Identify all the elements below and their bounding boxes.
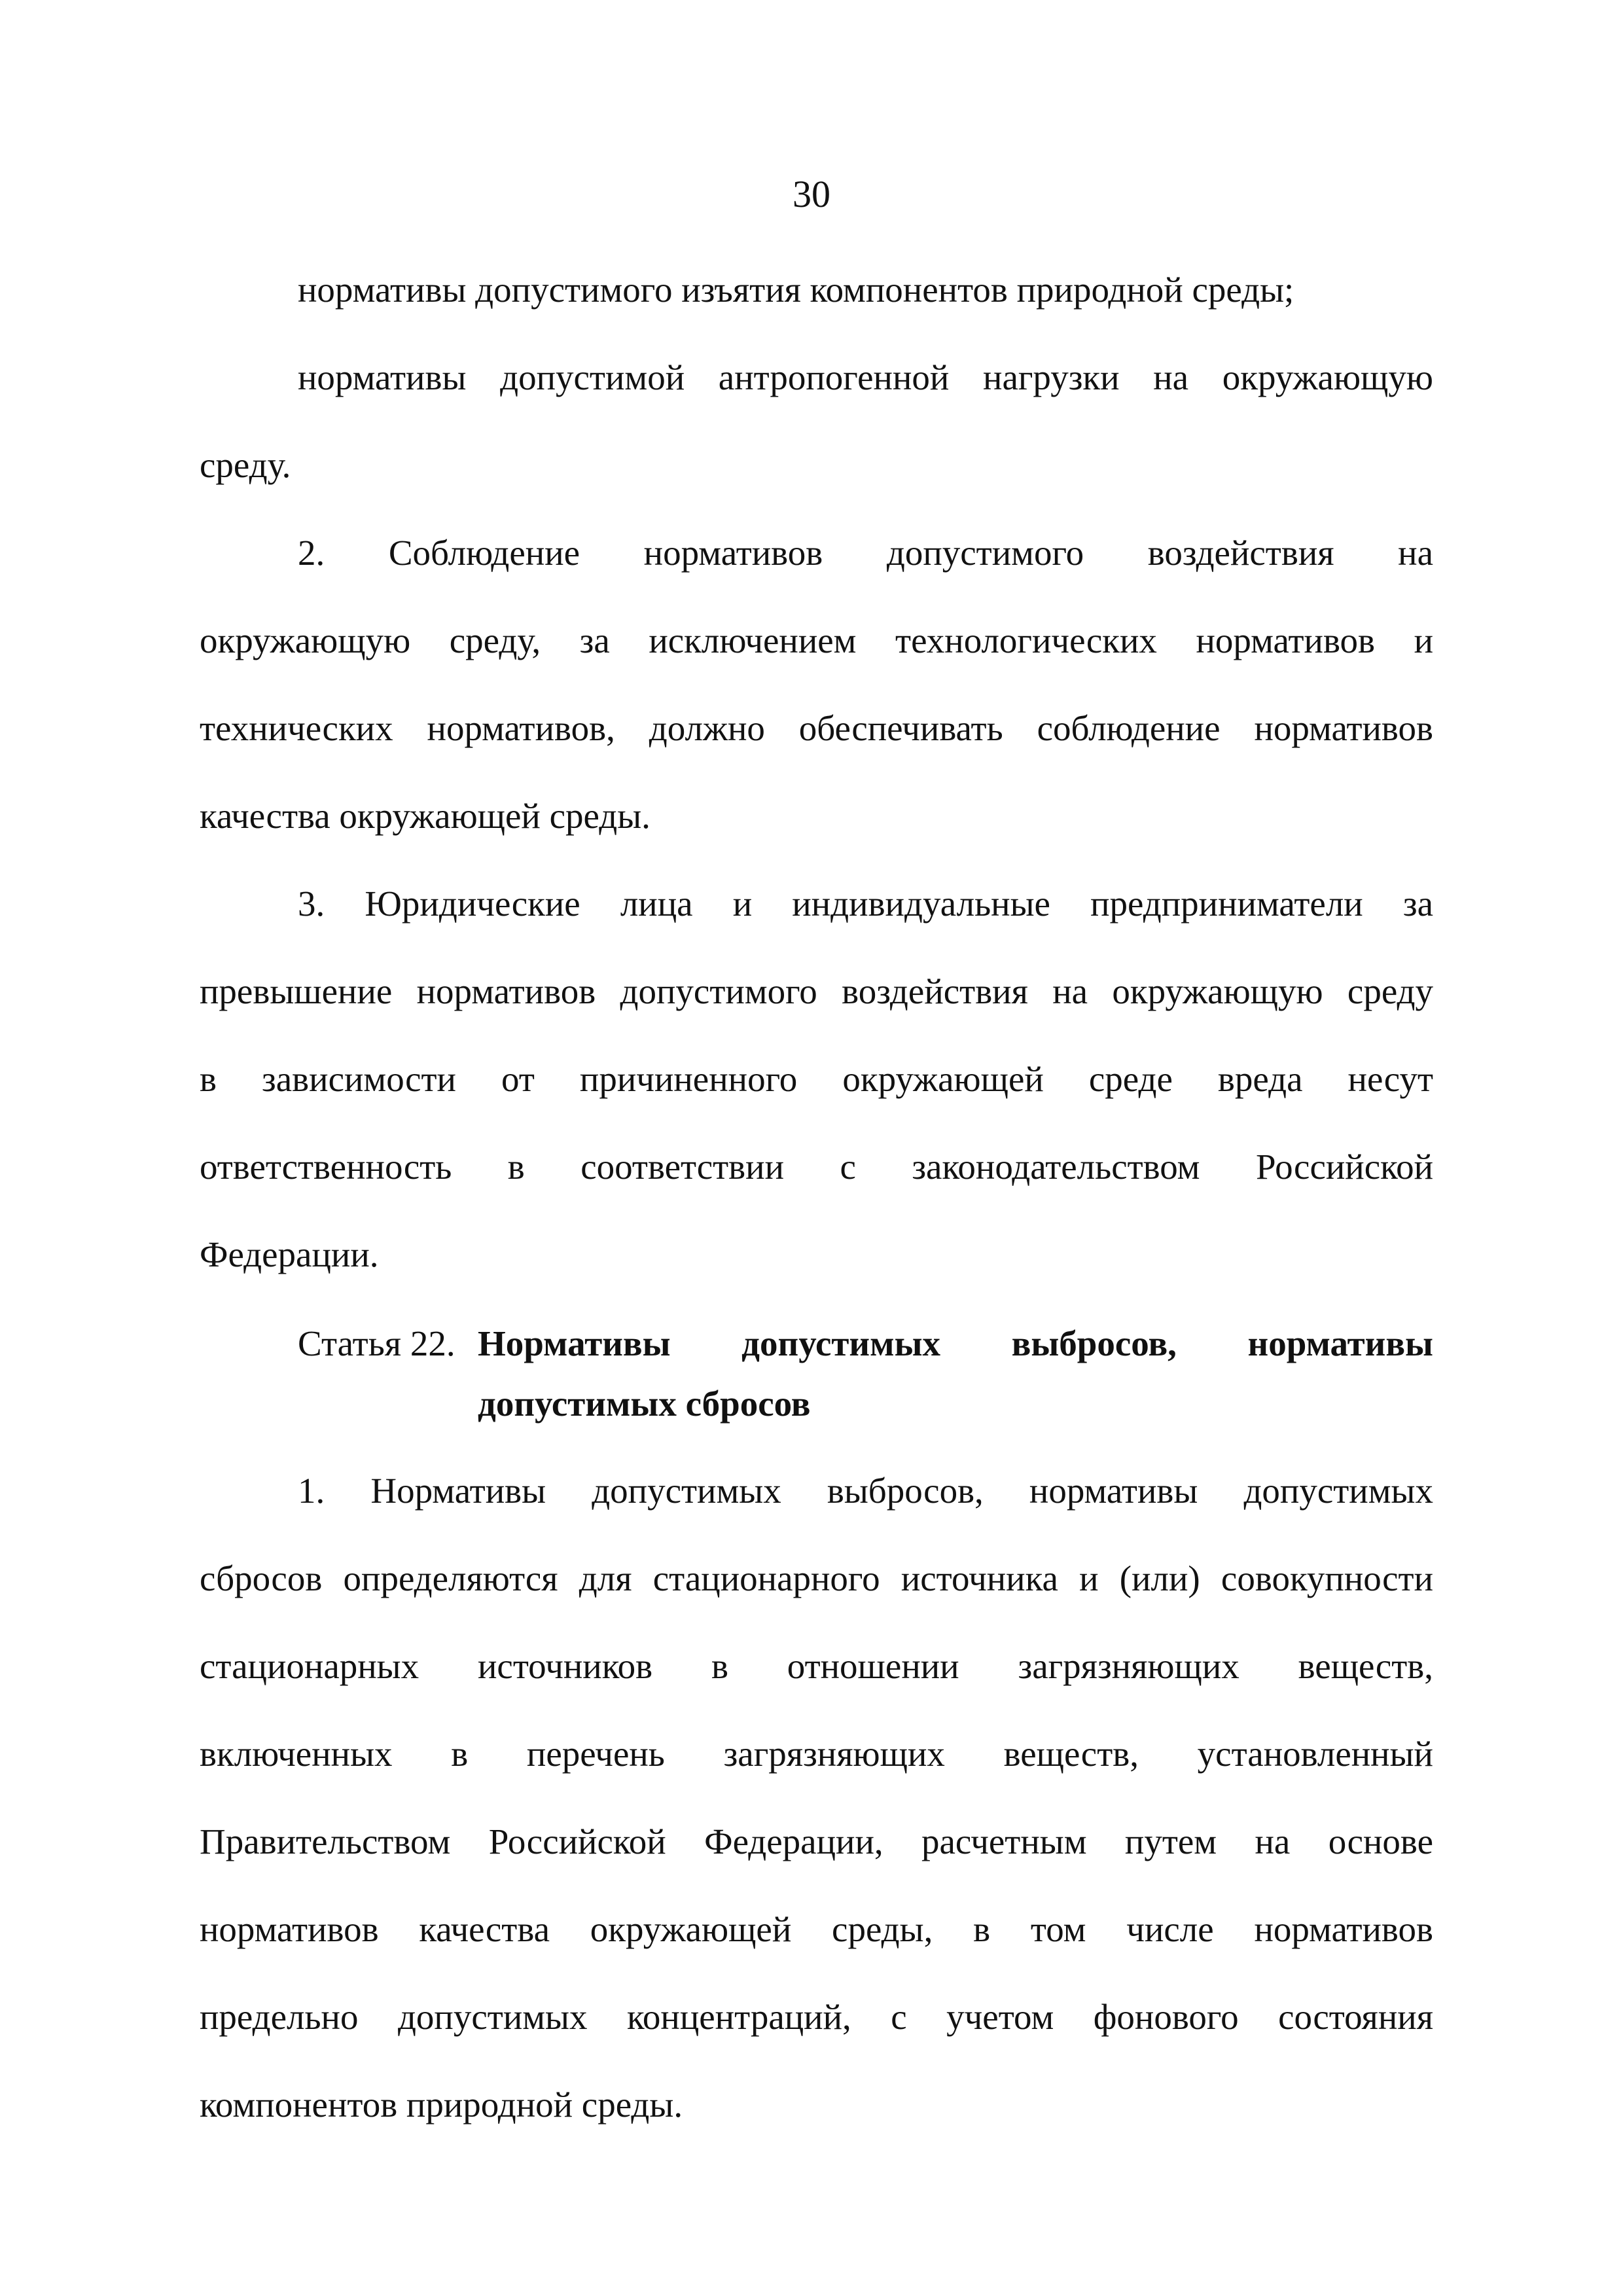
text-line: технических нормативов, должно обеспечивать соблюдение нормативов xyxy=(200,708,1433,748)
article-heading xyxy=(200,1321,1433,1468)
text-line: включенных в перечень загрязняющих веществ, установленный xyxy=(200,1734,1433,1774)
text-line: качества окружающей среды. xyxy=(200,796,651,836)
article-title-line-1: Нормативы допустимых выбросов, нормативы xyxy=(478,1323,1433,1363)
text-line: компонентов природной среды. xyxy=(200,2085,683,2125)
text-line: нормативов качества окружающей среды, в том числе нормативов xyxy=(200,1909,1433,1949)
text-line: ответственность в соответствии с законодательством Российской xyxy=(200,1147,1433,1187)
text-line: 2. Соблюдение нормативов допустимого воздействия на xyxy=(298,533,1433,573)
article-title-line-2: допустимых сбросов xyxy=(478,1384,811,1424)
text-line: нормативы допустимого изъятия компонентов природной среды; xyxy=(298,270,1294,310)
text-line: окружающую среду, за исключением технологических нормативов и xyxy=(200,620,1433,660)
text-line: сбросов определяются для стационарного источника и (или) совокупности xyxy=(200,1558,1433,1598)
text-line: стационарных источников в отношении загрязняющих веществ, xyxy=(200,1646,1433,1686)
article-heading-row xyxy=(200,1321,1433,1381)
text-line: нормативы допустимой антропогенной нагрузки на окружающую xyxy=(298,357,1433,397)
text-line: превышение нормативов допустимого воздействия на окружающую среду xyxy=(200,971,1433,1011)
text-line: 1. Нормативы допустимых выбросов, нормативы допустимых xyxy=(298,1471,1433,1511)
text-line: Федерации. xyxy=(200,1234,379,1274)
text-line: 3. Юридические лица и индивидуальные предприниматели за xyxy=(298,884,1433,924)
text-line: предельно допустимых концентраций, с учетом фонового состояния xyxy=(200,1997,1433,2037)
article-label: Статья 22. xyxy=(298,1323,455,1363)
page-number: 30 xyxy=(793,173,830,215)
text-line: в зависимости от причиненного окружающей среде вреда несут xyxy=(200,1059,1433,1099)
text-line: Правительством Российской Федерации, расчетным путем на основе xyxy=(200,1821,1433,1861)
body-text-upper xyxy=(200,267,1433,1319)
text-line: среду. xyxy=(200,445,291,485)
body-text-lower xyxy=(200,1468,1433,2170)
